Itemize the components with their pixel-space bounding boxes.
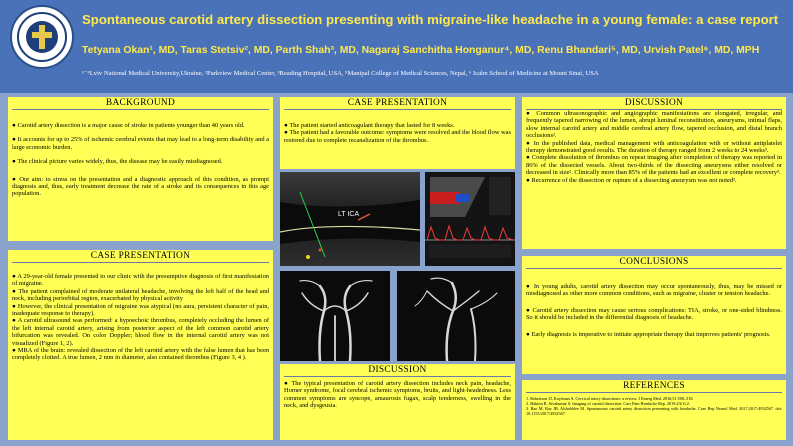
case-item: ● A 29-year-old female presented to our clinic with the presumptive diagnosis of first manifestation of migraine. (12, 273, 269, 288)
ultrasound-label: LT ICA (338, 211, 360, 218)
discussion-item: ● Complete dissolution of thrombus on repeat imaging after completion of therapy was reported in 86% of the dissected vessels. About two-thirds of the dissecting aneurysms either resolved or decreased in size². Clinically more than 85% of the patients had an excellent or complete recovery³. (526, 154, 782, 177)
carotid-ultrasound-image (280, 172, 420, 266)
case-item: ● The patient complained of moderate unilateral headache, involving the left half of the head and neck, including periorbital region, exacerbated by physical activity (12, 287, 269, 303)
case-item: ● The patient had a favorable outcome: symptoms were resolved and the blood flow was restored due to complete recanalization of the thrombus. (284, 129, 511, 144)
conclusion-item: ● Carotid artery dissection may cause serious complications: TIA, stroke, or one-sided blindness. So it should be included in the differential diagnosis of headache. (526, 306, 782, 322)
case-item: ● The patient started anticoagulant therapy that lasted for 8 weeks. (284, 122, 455, 129)
conclusion-item: ● Early diagnosis is imperative to initiate appropriate therapy that improves patients' prognosis. (526, 330, 771, 338)
case-item: ● However, the clinical presentation of migraine was atypical (no aura, persistent character of pain, inadequate response to therapy). (12, 302, 269, 318)
conclusions-heading: CONCLUSIONS (526, 256, 782, 269)
background-heading: BACKGROUND (12, 97, 269, 110)
discussion-item: ● Recurrence of the dissection or rupture of a dissecting aneurysm was not noted³. (526, 176, 737, 184)
poster-authors: Tetyana Okan¹, MD, Taras Stetsiv², MD, Parth Shah³, MD, Nagaraj Sanchitha Honganur⁴, MD, Renu Bhandari⁵, MD, Urvish Patel⁶, MD, MPH (82, 45, 760, 56)
discussion-item: ● Common ultrasonographic and angiographic manifestations are elongated, irregular, and frequently tapered narrowing of the lumen, abrupt luminal reconstitution, aneurysms, intimal flaps, slow internal carotid artery and middle cerebral artery flow, tapered occlusion, and distal branch occlusions². (526, 110, 782, 140)
reference-item: 3. Rao M, Ray JB, Alshekhlee M. Spontaneous carotid artery dissection presenting with headache. Case Rep Neurol Med. 2017;2017:4932567. doi: 10.1155/2017/4932567. (526, 406, 782, 417)
discussion-heading-2: DISCUSSION (284, 364, 511, 377)
conclusion-item: ● In young adults, carotid artery dissection may occur spontaneously, thus, may be missed or misdiagnosed as other more common conditions, such as migraine, cluster or tension headache. (526, 283, 782, 298)
poster-header (0, 0, 793, 93)
background-item: ● It accounts for up to 25% of ischemic cerebral events that may lead to a long-term disability and a large economic burden. (12, 136, 269, 151)
conclusions-panel (522, 256, 786, 374)
university-seal-logo (10, 5, 74, 69)
case-presentation-heading: CASE PRESENTATION (12, 250, 269, 263)
discussion-panel-2 (280, 364, 515, 440)
seal-cross-bar (32, 32, 52, 38)
case-presentation-heading-2: CASE PRESENTATION (284, 97, 511, 110)
background-item: ● The clinical picture varies widely, thus, the disease may be easily misdiagnosed. (12, 158, 223, 166)
background-item: ● Our aim: to stress on the presentation and a diagnostic approach of this condition, as prompt diagnosis and, thus, early treatment decrease the rate of a stroke and its consequences in this age population. (12, 175, 269, 198)
background-panel (8, 97, 273, 241)
reference-item: 1. Robertson JJ, Koyfman A. Cervical artery dissections: a review. J Emerg Med. 2016;51:508–518. (526, 396, 694, 401)
case-item: ● MRA of the brain: revealed dissection of the left carotid artery with the false lumen that has been completely clotted. A true lumen, 2 mm in diameter, also contained thrombus (Figure 3, 4 ). (12, 347, 269, 362)
discussion-item: ● The typical presentation of carotid artery dissection includes neck pain, headache, Horner syndrome, focal cerebral ischemic symptoms, bruits, and light-headedness. Less common symptoms are syncope, amaurosis fugax, scalp tenderness, swelling in the neck, and dysgeusia. (284, 380, 511, 410)
poster-affiliations: ¹⁻⁶Lviv National Medical University,Ukraine, ²Parkview Medical Center, ³Reading Hospital, USA, ⁵Manipal College of Medical Sciences, Nepal, ⁶ Icahn School of Medicine at Mount Sinai, USA (82, 70, 599, 77)
poster-title: Spontaneous carotid artery dissection presenting with migraine-like headache in a young female: a case report (82, 12, 779, 27)
doppler-image (425, 172, 515, 266)
references-panel (522, 380, 786, 440)
discussion-heading: DISCUSSION (526, 97, 782, 110)
case-item: ● A carotid ultrasound was performed: a hypoechoic thrombus, completely occluding the lumen of the left internal carotid artery, arising from posterior aspect of the left common carotid artery bifurcation was revealed. On color Doppler; blood flow in the internal carotid artery was not visualized (Figure 1, 2). (12, 317, 269, 347)
mra-image-2 (397, 271, 515, 361)
case-presentation-panel-2 (280, 97, 515, 169)
discussion-panel (522, 97, 786, 249)
references-heading: REFERENCES (526, 380, 782, 393)
case-presentation-panel (8, 250, 273, 440)
discussion-item: ● In the published data, medical management with anticoagulation with or without antiplatelet therapy demonstrated good results. The duration of therapy ranged from 2 weeks to 24 weeks³. (526, 139, 782, 155)
mra-image-1 (280, 271, 390, 361)
background-item: ● Carotid artery dissection is a major cause of stroke in patients younger than 40 years old. (12, 122, 245, 129)
reference-item: 2. Hakimi R, Sivakumar S. Imaging of carotid dissection. Curr Pain Headache Rep. 2019;23(1):2. (526, 401, 690, 407)
